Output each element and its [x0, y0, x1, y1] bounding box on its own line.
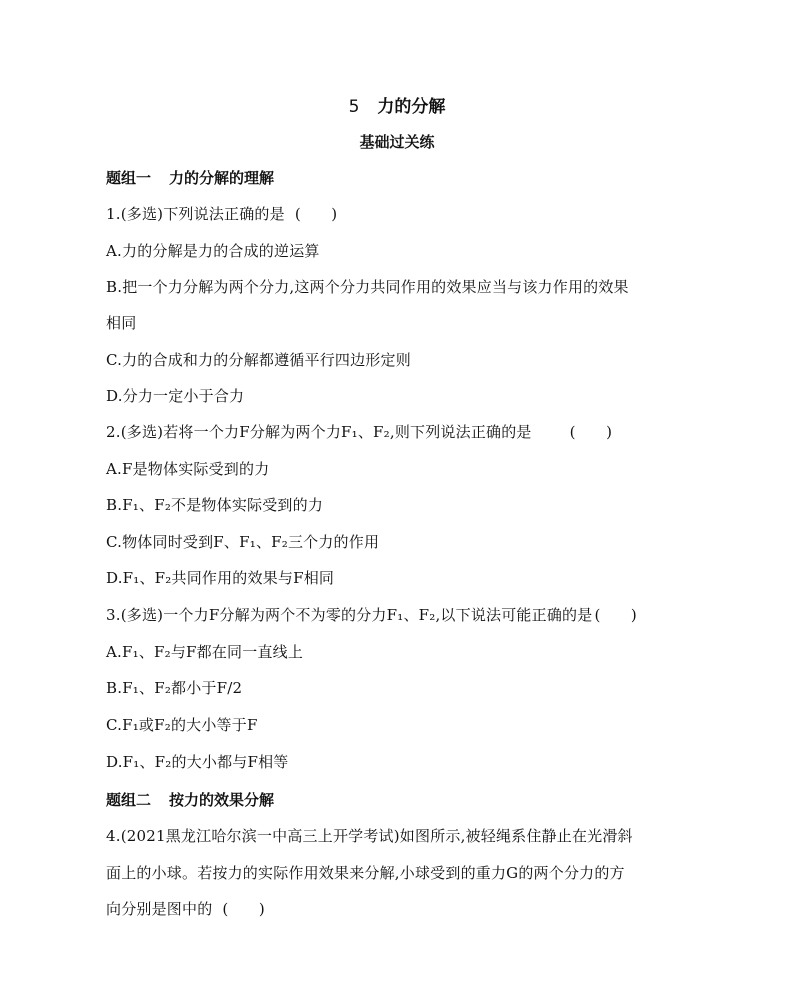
answer-blank: ( ) [594, 606, 637, 624]
question-3-stem [106, 605, 637, 625]
group-heading-2 [106, 790, 274, 810]
question-1-option-a: A.力的分解是力的合成的逆运算 [106, 242, 320, 260]
lesson-title [0, 92, 794, 117]
answer-blank: ( ) [569, 423, 613, 441]
group-label: 题组一 [106, 169, 152, 187]
question-4-line-2: 面上的小球。若按力的实际作用效果来分解,小球受到的重力G的两个分力的方 [106, 864, 625, 882]
question-3-option-a: A.F₁、F₂与F都在同一直线上 [106, 643, 304, 661]
question-stem-text: 1.(多选)下列说法正确的是 [106, 205, 285, 223]
question-3-option-c: C.F₁或F₂的大小等于F [106, 716, 258, 734]
question-2-option-c: C.物体同时受到F、F₁、F₂三个力的作用 [106, 533, 380, 551]
group-label: 题组二 [106, 791, 152, 809]
group-name: 力的分解的理解 [169, 169, 275, 187]
answer-blank: ( ) [222, 900, 265, 918]
question-3-option-b: B.F₁、F₂都小于F/2 [106, 679, 243, 697]
lesson-number: 5 [348, 97, 360, 117]
question-stem-text: 3.(多选)一个力F分解为两个不为零的分力F₁、F₂,以下说法可能正确的是 [106, 606, 593, 624]
question-3-option-d: D.F₁、F₂的大小都与F相等 [106, 753, 289, 771]
answer-blank: ( ) [294, 205, 338, 223]
question-stem-text: 2.(多选)若将一个力F分解为两个力F₁、F₂,则下列说法正确的是 [106, 423, 532, 441]
question-1-option-d: D.分力一定小于合力 [106, 387, 245, 405]
question-1-option-b: B.把一个力分解为两个分力,这两个分力共同作用的效果应当与该力作用的效果 [106, 278, 629, 296]
question-2-stem [106, 422, 612, 442]
question-2-option-b: B.F₁、F₂不是物体实际受到的力 [106, 496, 324, 514]
group-heading-1 [106, 168, 274, 188]
question-4-line-3 [106, 899, 265, 919]
question-1-stem [106, 204, 337, 224]
lesson-title-text: 力的分解 [377, 97, 446, 117]
lesson-subtitle: 基础过关练 [359, 133, 435, 151]
question-1-option-b-cont: 相同 [106, 314, 137, 332]
question-2-option-d: D.F₁、F₂共同作用的效果与F相同 [106, 569, 335, 587]
question-1-option-c: C.力的合成和力的分解都遵循平行四边形定则 [106, 351, 411, 369]
group-name: 按力的效果分解 [169, 791, 275, 809]
question-2-option-a: A.F是物体实际受到的力 [106, 460, 270, 478]
question-stem-text: 向分别是图中的 [106, 900, 213, 918]
question-4-line-1: 4.(2021黑龙江哈尔滨一中高三上开学考试)如图所示,被轻绳系住静止在光滑斜 [106, 827, 633, 845]
